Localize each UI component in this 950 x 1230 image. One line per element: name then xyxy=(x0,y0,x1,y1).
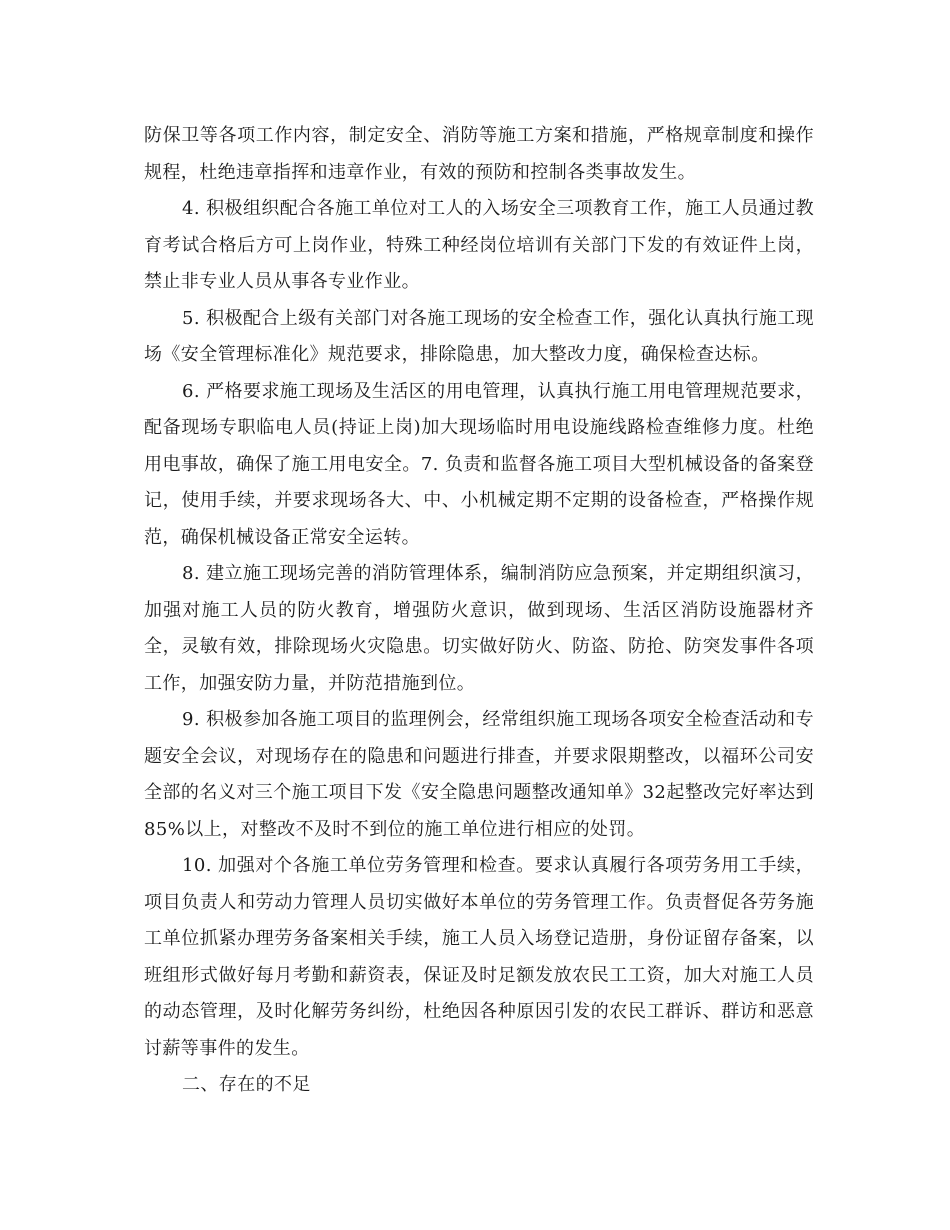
paragraph-item-10: 10. 加强对个各施工单位劳务管理和检查。要求认真履行各项劳务用工手续，项目负责人和劳动力管理人员切实做好本单位的劳务管理工作。负责督促各劳务施工单位抓紧办理劳务备案相关手续，施工人员入场登记造册，身份证留存备案，以班组形式做好每月考勤和薪资表，保证及时足额发放农民工工资，加大对施工人员的动态管理，及时化解劳务纠纷，杜绝因各种原因引发的农民工群诉、群访和恶意讨薪等事件的发生。 xyxy=(144,855,814,1059)
paragraph-item-5: 5. 积极配合上级有关部门对各施工现场的安全检查工作，强化认真执行施工现场《安全管理标准化》规范要求，排除隐患，加大整改力度，确保检查达标。 xyxy=(144,307,814,365)
paragraph-safety-measures: 防保卫等各项工作内容，制定安全、消防等施工方案和措施，严格规章制度和操作规程，杜绝违章指挥和违章作业，有效的预防和控制各类事故发生。 xyxy=(144,125,814,183)
paragraph-item-6-7: 6. 严格要求施工现场及生活区的用电管理，认真执行施工用电管理规范要求，配备现场专职临电人员(持证上岗)加大现场临时用电设施线路检查维修力度。杜绝用电事故，确保了施工用电安全。7. 负责和监督各施工项目大型机械设备的备案登记，使用手续，并要求现场各大、中、小机械定期不定期的设备检查，严格操作规范，确保机械设备正常安全运转。 xyxy=(144,380,814,548)
document-body xyxy=(144,118,814,1104)
paragraph-item-4: 4. 积极组织配合各施工单位对工人的入场安全三项教育工作，施工人员通过教育考试合格后方可上岗作业，特殊工种经岗位培训有关部门下发的有效证件上岗，禁止非专业人员从事各专业作业。 xyxy=(144,198,814,292)
paragraph-item-9: 9. 积极参加各施工项目的监理例会，经常组织施工现场各项安全检查活动和专题安全会议，对现场存在的隐患和问题进行排查，并要求限期整改，以福环公司安全部的名义对三个施工项目下发《安全隐患问题整改通知单》32起整改完好率达到85%以上，对整改不及时不到位的施工单位进行相应的处罚。 xyxy=(144,709,814,840)
section-heading-shortcomings: 二、存在的不足 xyxy=(182,1074,311,1095)
paragraph-item-8: 8. 建立施工现场完善的消防管理体系，编制消防应急预案，并定期组织演习，加强对施工人员的防火教育，增强防火意识，做到现场、生活区消防设施器材齐全，灵敏有效，排除现场火灾隐患。切实做好防火、防盗、防抢、防突发事件各项工作，加强安防力量，并防范措施到位。 xyxy=(144,563,814,694)
